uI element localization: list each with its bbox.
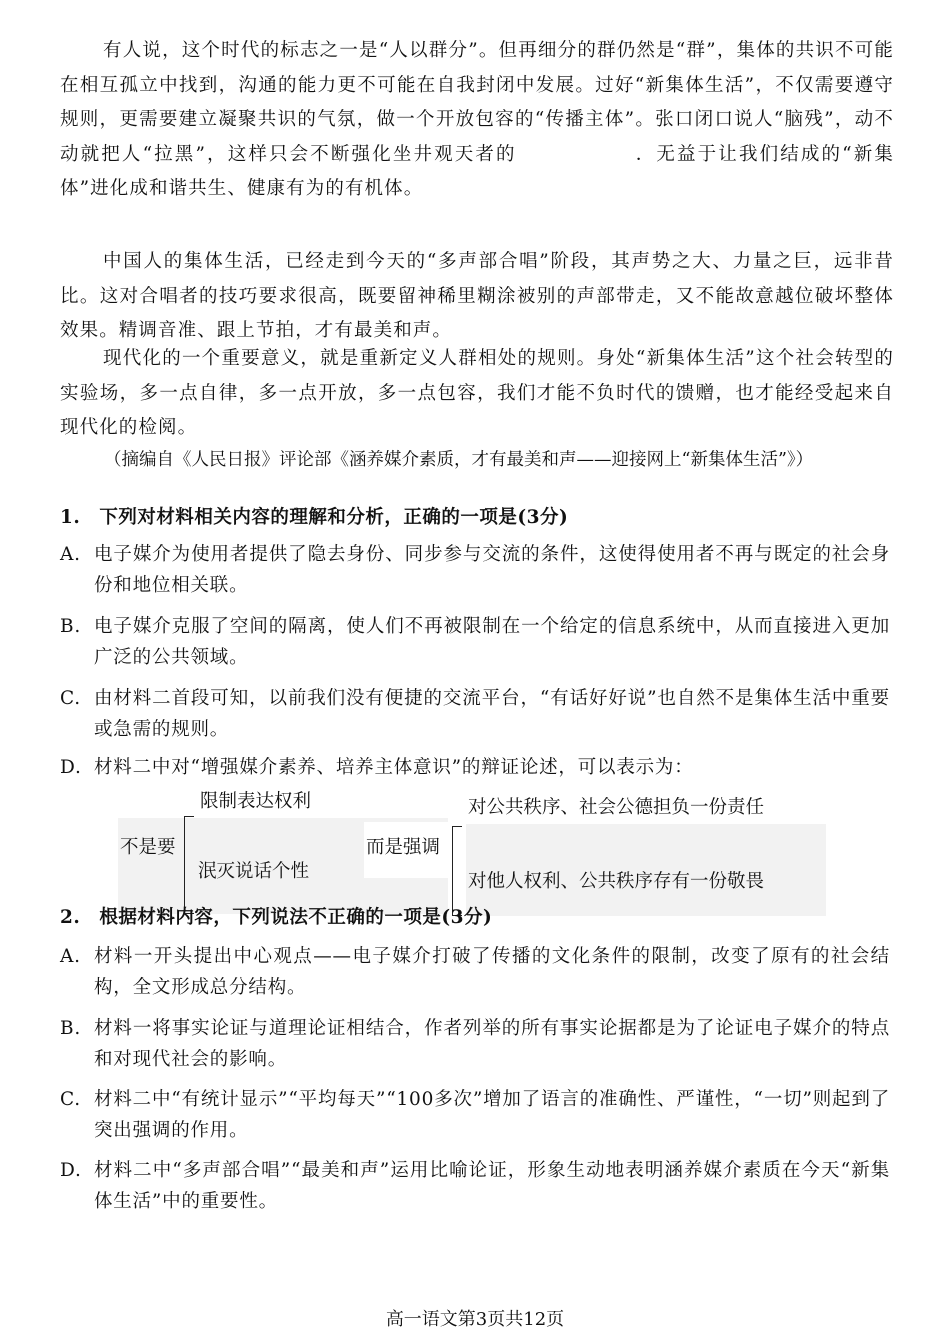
option-text: 材料二中“多声部合唱”“最美和声”运用比喻论证，形象生动地表明涵养媒介素质在今天“新集体生活”中的重要性。 bbox=[94, 1160, 890, 1212]
question-1-stem: 1. 下列对材料相关内容的理解和分析，正确的一项是(3分) bbox=[60, 507, 569, 528]
question-1-option-d bbox=[60, 753, 890, 784]
question-1-option-b bbox=[60, 612, 890, 673]
option-text: 材料一开头提出中心观点——电子媒介打破了传播的文化条件的限制，改变了原有的社会结构，全文形成总分结构。 bbox=[94, 946, 890, 998]
passage-paragraph-2: 中国人的集体生活，已经走到今天的“多声部合唱”阶段，其声势之大、力量之巨，远非昔比。这对合唱者的技巧要求很高，既要留神稀里糊涂被别的声部带走，又不能故意越位破坏整体效果。精调音准、跟上节拍，才有最美和声。 bbox=[60, 251, 894, 342]
diagram-right-prefix: 而是强调 bbox=[366, 837, 441, 858]
diagram-left-item-2: 泯灭说话个性 bbox=[198, 861, 310, 882]
diagram-left-item-1: 限制表达权利 bbox=[200, 791, 312, 812]
option-letter: C. bbox=[60, 1089, 81, 1110]
passage-paragraph-1-main: 有人说，这个时代的标志之一是“人以群分”。但再细分的群仍然是“群”，集体的共识不可能在相互孤立中找到，沟通的能力更不可能在自我封闭中发展。过好“新集体生活”，不仅需要遵守规则，更需要建立凝聚共识的气氛，做一个开放包容的“传播主体”。张口闭口说人“脑残”，动不动就把人“拉黑”，这样只会不断强化坐井观天者的 bbox=[60, 40, 894, 165]
question-2-option-b bbox=[60, 1014, 890, 1075]
option-letter: D. bbox=[60, 757, 82, 778]
diagram-left-bracket bbox=[184, 816, 194, 914]
diagram-left-prefix: 不是要 bbox=[120, 837, 176, 858]
question-2-option-c bbox=[60, 1085, 890, 1146]
option-text: 材料一将事实论证与道理论证相结合，作者列举的所有事实论据都是为了论证电子媒介的特点和对现代社会的影响。 bbox=[94, 1018, 890, 1070]
argument-diagram bbox=[118, 788, 828, 916]
option-letter: A. bbox=[60, 946, 81, 967]
option-letter: A. bbox=[60, 544, 81, 565]
passage-paragraph-1-tail: ．无益于让我们结成的“新集体”进化成和谐共生、健康有为的有机体。 bbox=[60, 143, 894, 200]
option-text: 电子媒介为使用者提供了隐去身份、同步参与交流的条件，这使得使用者不再与既定的社会身份和地位相关联。 bbox=[94, 544, 890, 596]
question-2-option-d bbox=[60, 1156, 890, 1217]
diagram-right-item-2: 对他人权利、公共秩序存有一份敬畏 bbox=[468, 871, 765, 892]
passage-paragraph-3: 现代化的一个重要意义，就是重新定义人群相处的规则。身处“新集体生活”这个社会转型的实验场，多一点自律，多一点开放，多一点包容，我们才能不负时代的馈赠，也才能经受起来自现代化的检阅。 bbox=[60, 348, 894, 439]
question-2-stem: 2. 根据材料内容，下列说法不正确的一项是(3分) bbox=[60, 907, 493, 928]
option-letter: B. bbox=[60, 1018, 82, 1039]
option-letter: B. bbox=[60, 616, 82, 637]
question-2-option-a bbox=[60, 942, 890, 1003]
option-text: 由材料二首段可知，以前我们没有便捷的交流平台，“有话好好说”也自然不是集体生活中重要或急需的规则。 bbox=[94, 688, 890, 740]
passage-paragraph-1 bbox=[60, 34, 894, 207]
passage-source: （摘编自《人民日报》评论部《涵养媒介素质，才有最美和声——迎接网上“新集体生活”》） bbox=[104, 450, 814, 470]
question-1-option-a bbox=[60, 540, 890, 601]
option-text: 材料二中“有统计显示”“平均每天”“100多次”增加了语言的准确性、严谨性，“一切”则起到了突出强调的作用。 bbox=[94, 1089, 890, 1141]
page-footer: 高一语文第3页共12页 bbox=[385, 1309, 565, 1330]
option-letter: C. bbox=[60, 688, 81, 709]
option-text: 电子媒介克服了空间的隔离，使人们不再被限制在一个给定的信息系统中，从而直接进入更加广泛的公共领域。 bbox=[94, 616, 890, 668]
option-text: 材料二中对“增强媒介素养、培养主体意识”的辩证论述，可以表示为： bbox=[94, 757, 694, 778]
option-letter: D. bbox=[60, 1160, 82, 1181]
diagram-right-item-1: 对公共秩序、社会公德担负一份责任 bbox=[468, 797, 765, 818]
question-1-option-c bbox=[60, 684, 890, 745]
